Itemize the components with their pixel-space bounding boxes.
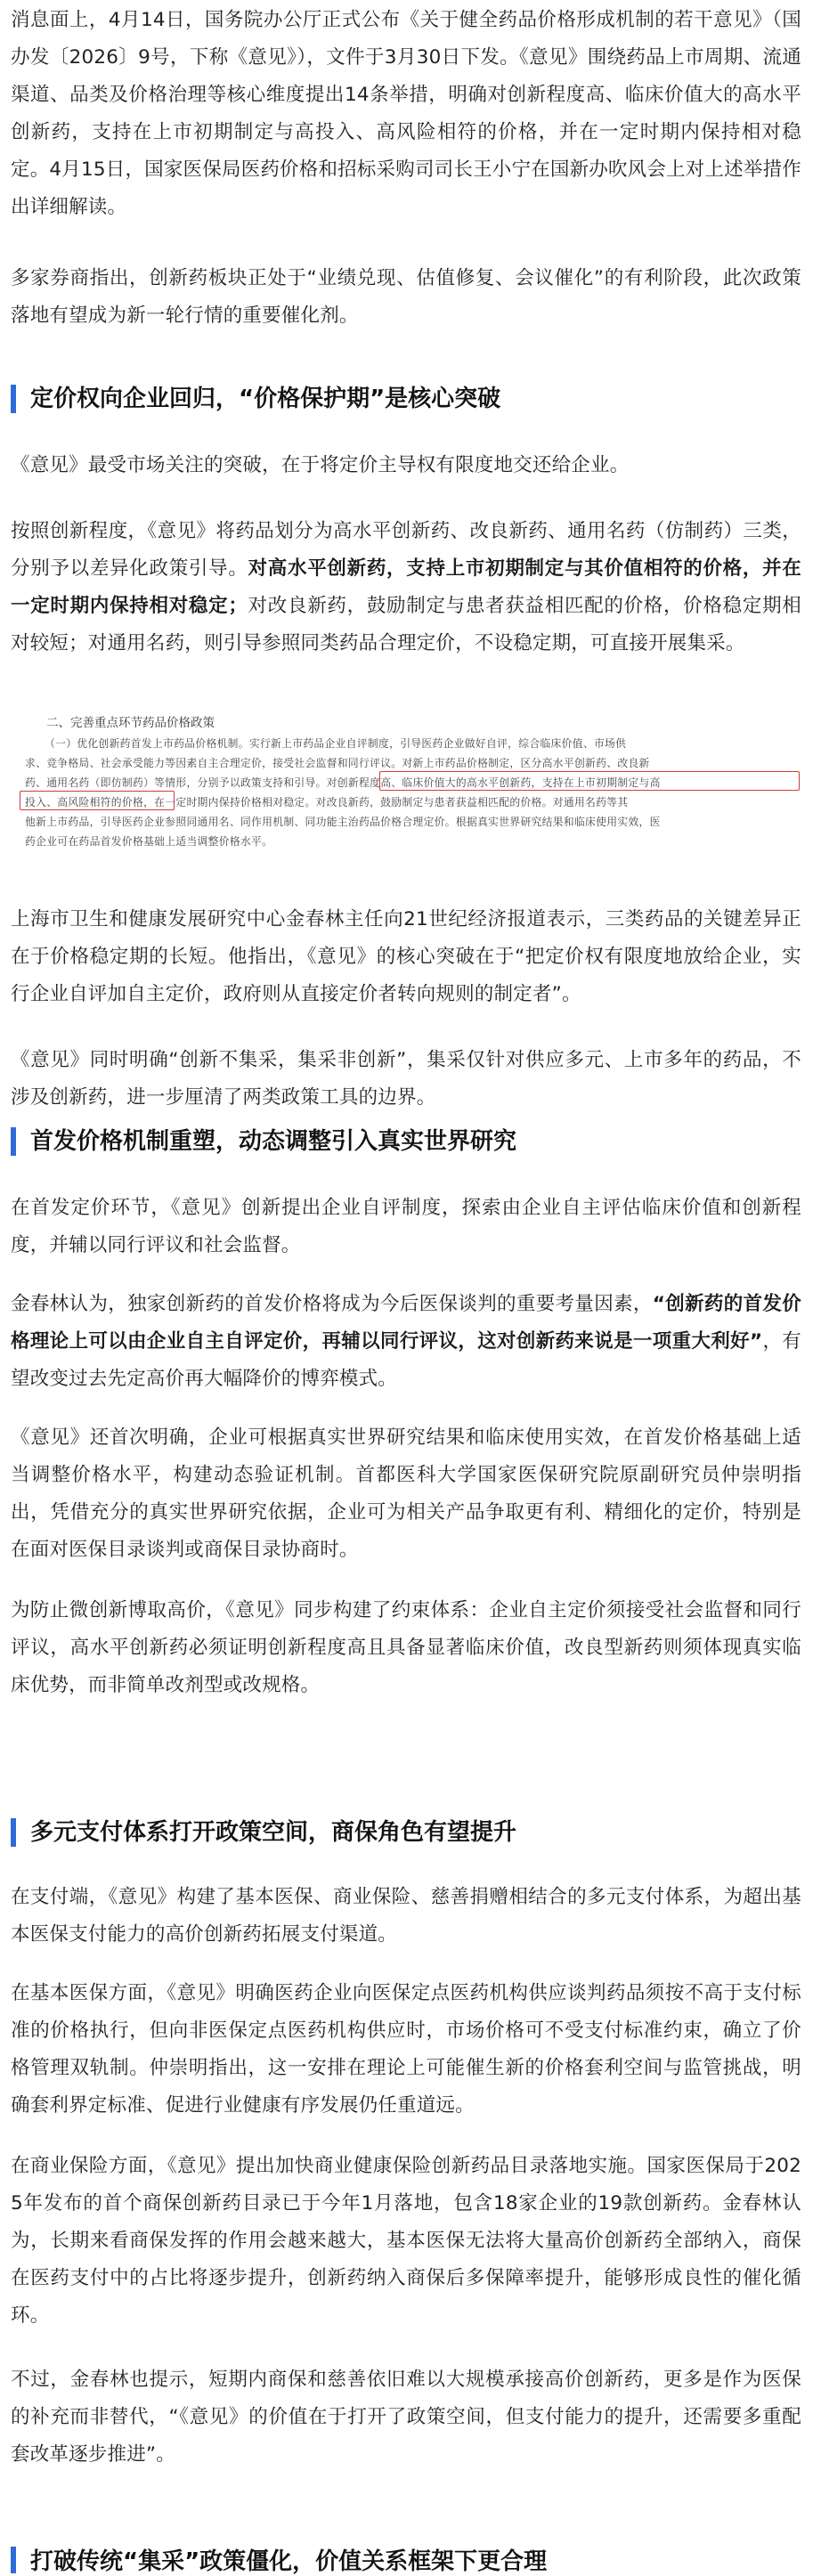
classification-rest: 对改良新药，鼓励制定与患者获益相匹配的价格，价格稳定期相对较短；对通用名药，则引导参照同类药品合理定价，不设稳定期，可直接开展集采。 xyxy=(11,595,801,654)
heading-text: 定价权向企业回归，“价格保护期”是核心突破 xyxy=(30,386,501,412)
paragraph-classification xyxy=(0,513,817,662)
heading-text: 多元支付体系打开政策空间，商保角色有望提升 xyxy=(30,1819,517,1846)
section-heading-partial xyxy=(11,2543,548,2575)
paragraph-outlook: 不过，金春林也提示，短期内商保和慈善依旧难以大规模承接高价创新药，更多是作为医保的补充而非替代，“《意见》的价值在于打开了政策空间，但支付能力的提升，还需要多重配套改革逐步推进”。 xyxy=(11,2369,801,2466)
excerpt-line: 药、通用名药（即仿制药）等情形，分别予以政策支持和引导。对创新程度高、临床价值大的高水平创新药，支持在上市初期制定与高 xyxy=(25,776,661,789)
paragraph-commercial-insurance: 在商业保险方面，《意见》提出加快商业健康保险创新药品目录落地实施。国家医保局于2025年发布的首个商保创新药目录已于今年1月落地，包含18家企业的19款创新药。金春林认为，长期来看商保发挥的作用会越来越大，基本医保无法将大量高价创新药全部纳入，商保在医药支付中的占比将逐步提升，创新药纳入商保后多保障率提升，能够形成良性的催化循环。 xyxy=(11,2155,801,2327)
classification-text: 按照创新程度，《意见》将药品划分为高水平创新药、改良新药、通用名药（仿制药）三类，分别予以差异化政策引导。 xyxy=(11,520,801,580)
paragraph-breakthrough: 《意见》最受市场关注的突破，在于将定价主导权有限度地交还给企业。 xyxy=(11,454,630,476)
paragraph-self-assessment: 在首发定价环节，《意见》创新提出企业自评制度，探索由企业自主评估临床价值和创新程度，并辅以同行评议和社会监督。 xyxy=(11,1197,801,1256)
launch-price-text: 金春林认为，独家创新药的首发价格将成为今后医保谈判的重要考量因素， xyxy=(11,1293,653,1315)
paragraph-launch-price-view xyxy=(0,1286,817,1398)
heading-accent-bar xyxy=(11,1818,16,1847)
classification-highlight: 对高水平创新药，支持上市初期制定与其价值相符的价格，并在一定时期内保持相对稳定； xyxy=(11,557,802,617)
excerpt-line: （一）优化创新药首发上市药品价格机制。实行新上市药品企业自评制度，引导医药企业做好自评，综合临床价值、市场供 xyxy=(45,737,627,750)
heading-accent-bar xyxy=(11,1127,16,1156)
heading-accent-bar xyxy=(11,385,16,413)
heading-text: 打破传统“集采”政策僵化，价值关系框架下更合理 xyxy=(30,2548,548,2575)
paragraph-no-vbp: 《意见》同时明确“创新不集采，集采非创新”，集采仅针对供应多元、上市多年的药品，不涉及创新药，进一步厘清了两类政策工具的边界。 xyxy=(11,1049,801,1109)
paragraph-jin-chunlin: 上海市卫生和健康发展研究中心金春林主任向21世纪经济报道表示，三类药品的关键差异正在于价格稳定期的长短。他指出，《意见》的核心突破在于“把定价权有限度地放给企业，实行企业自评加自主定价，政府则从直接定价者转向规则的制定者”。 xyxy=(11,908,801,1005)
excerpt-line: 求、竞争格局、社会承受能力等因素自主合理定价，接受社会监督和同行评议。对新上市药品价格制定，区分高水平创新药、改良新 xyxy=(25,757,650,769)
paragraph-brokers: 多家券商指出，创新药板块正处于“业绩兑现、估值修复、会议催化”的有利阶段，此次政策落地有望成为新一轮行情的重要催化剂。 xyxy=(11,267,801,327)
section-heading-launch-price xyxy=(11,1124,821,1159)
excerpt-line: 他新上市药品，引导医药企业参照同通用名、同作用机制、同功能主治药品价格合理定价。根据真实世界研究结果和临床使用实效，医 xyxy=(25,816,661,828)
section-heading-payment xyxy=(11,1815,821,1850)
paragraph-intro: 消息面上，4月14日，国务院办公厅正式公布《关于健全药品价格形成机制的若干意见》（国办发〔2026〕9号，下称《意见》），文件于3月30日下发。《意见》围绕药品上市周期、流通渠道、品类及价格治理等核心维度提出14条举措，明确对创新程度高、临床价值大的高水平创新药，支持在上市初期制定与高投入、高风险相符的价格，并在一定时期内保持相对稳定。4月15日，国家医保局医药价格和招标采购司司长王小宁在国新办吹风会上对上述举措作出详细解读。 xyxy=(11,9,801,218)
policy-document-excerpt xyxy=(12,709,805,848)
heading-accent-bar xyxy=(11,2547,16,2573)
excerpt-highlight-box xyxy=(379,771,800,791)
paragraph-basic-insurance: 在基本医保方面，《意见》明确医药企业向医保定点医药机构供应谈判药品须按不高于支付标准的价格执行，但向非医保定点医药机构供应时，市场价格可不受支付标准约束，确立了价格管理双轨制。仲崇明指出，这一安排在理论上可能催生新的价格套利空间与监管挑战，明确套利界定标准、促进行业健康有序发展仍任重道远。 xyxy=(11,1982,801,2117)
paragraph-constraints: 为防止微创新博取高价，《意见》同步构建了约束体系：企业自主定价须接受社会监督和同行评议，高水平创新药必须证明创新程度高且具备显著临床价值，改良型新药则须体现真实临床优势，而非简单改剂型或改规格。 xyxy=(11,1599,801,1696)
heading-text: 首发价格机制重塑，动态调整引入真实世界研究 xyxy=(30,1128,517,1155)
section-heading-pricing-power xyxy=(11,381,821,417)
paragraph-payment-system: 在支付端，《意见》构建了基本医保、商业保险、慈善捐赠相结合的多元支付体系，为超出基本医保支付能力的高价创新药拓展支付渠道。 xyxy=(11,1886,801,1946)
paragraph-real-world: 《意见》还首次明确，企业可根据真实世界研究结果和临床使用实效，在首发价格基础上适当调整价格水平，构建动态验证机制。首都医科大学国家医保研究院原副研究员仲崇明指出，凭借充分的真实世界研究依据，企业可为相关产品争取更有利、精细化的定价，特别是在面对医保目录谈判或商保目录协商时。 xyxy=(11,1426,801,1561)
excerpt-highlight-box xyxy=(20,791,175,810)
excerpt-title: 二、完善重点环节药品价格政策 xyxy=(46,716,215,730)
excerpt-line: 药企业可在药品首发价格基础上适当调整价格水平。 xyxy=(25,835,273,848)
launch-price-rest: ，有望改变过去先定高价再大幅降价的博弈模式。 xyxy=(11,1330,801,1390)
excerpt-line: 投入、高风险相符的价格，在一定时期内保持价格相对稳定。对改良新药，鼓励制定与患者获益相匹配的价格。对通用名药等其 xyxy=(25,796,629,809)
launch-price-quote: “创新药的首发价格理论上可以由企业自主自评定价，再辅以同行评议，这对创新药来说是一项重大利好” xyxy=(11,1293,802,1353)
